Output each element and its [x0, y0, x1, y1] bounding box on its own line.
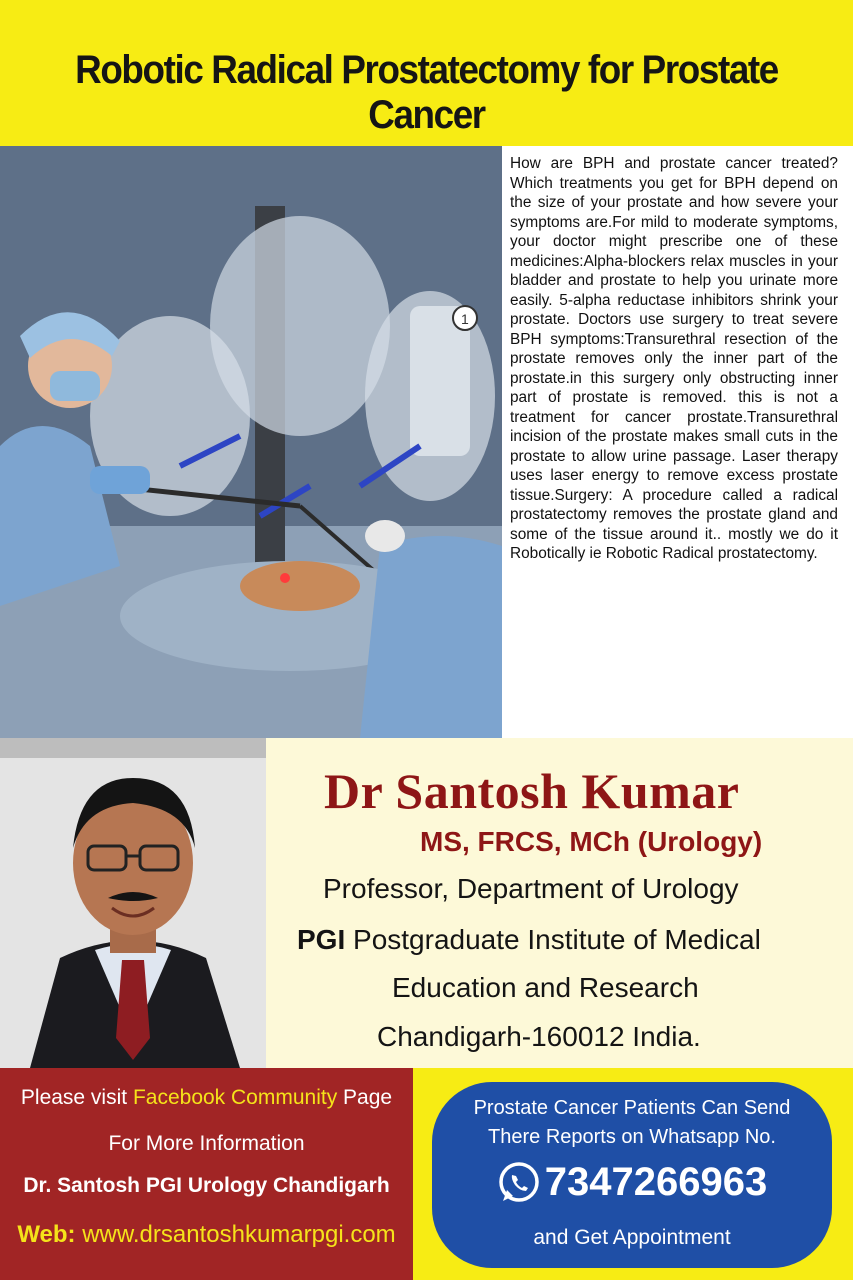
website-line [0, 1221, 413, 1249]
institute-name-line2: Education and Research [392, 972, 699, 1003]
website-link[interactable]: www.drsantoshkumarpgi.com [82, 1221, 396, 1248]
whatsapp-line3: and Get Appointment [533, 1226, 731, 1249]
portrait-illustration [0, 738, 266, 1068]
article-text: How are BPH and prostate cancer treated?Which treatments you get for BPH depend on the size of your prostate and how severe your symptoms are.For mild to moderate symptoms, your doctor might prescribe one of these medicines:Alpha-blockers relax muscles in your bladder and prostate to help you urinate more easily. 5-alpha reductase inhibitors shrink your prostate. Doctors use surgery to treat severe BPH symptoms:Transurethral resection of the prostate removes only the inner part of the prostate.in this surgery only obstructing inner part of prostate is removed. this is not a treatment for cancer prostate.Transurethral incision of the prostate makes small cuts in the prostate to allow urine passage. Laser therapy uses laser energy to remove excess prostate tissue.Surgery: A procedure called a radical prostatectomy removes the prostate gland and some of the tissue around it.. mostly we do it Robotically ie Robotic Radical prostatectomy. [510, 155, 838, 562]
facebook-community-link[interactable]: Facebook Community [132, 1086, 338, 1109]
doctor-name: Dr Santosh Kumar [324, 763, 740, 819]
svg-text:1: 1 [461, 311, 469, 327]
whatsapp-icon [497, 1161, 541, 1205]
more-info-text: For More Information [108, 1132, 305, 1155]
facebook-visit-line [0, 1086, 413, 1110]
surgery-illustration [0, 146, 502, 738]
whatsapp-line2: There Reports on Whatsapp No. [488, 1126, 776, 1148]
visit-suffix: Page [343, 1086, 393, 1109]
whatsapp-line1: Prostate Cancer Patients Can Send [473, 1097, 791, 1119]
whatsapp-number-row [432, 1160, 832, 1214]
doctor-degrees: MS, FRCS, MCh (Urology) [420, 826, 763, 857]
whatsapp-number[interactable]: 7347266963 [544, 1160, 768, 1204]
doctor-portrait [0, 738, 266, 1068]
doctor-city: Chandigarh-160012 India. [377, 1021, 701, 1052]
web-label: Web: [17, 1221, 76, 1248]
facebook-page-name: Dr. Santosh PGI Urology Chandigarh [23, 1174, 390, 1197]
institute-name-line1: Postgraduate Institute of Medical [353, 924, 761, 955]
doctor-institute [297, 924, 761, 956]
doctor-position: Professor, Department of Urology [323, 873, 739, 904]
robotic-surgery-photo [0, 146, 502, 738]
institute-abbr: PGI [297, 924, 346, 955]
page-title: Robotic Radical Prostatectomy for Prostate Cancer [75, 48, 778, 137]
visit-prefix: Please visit [20, 1086, 128, 1109]
article-panel [502, 146, 853, 738]
